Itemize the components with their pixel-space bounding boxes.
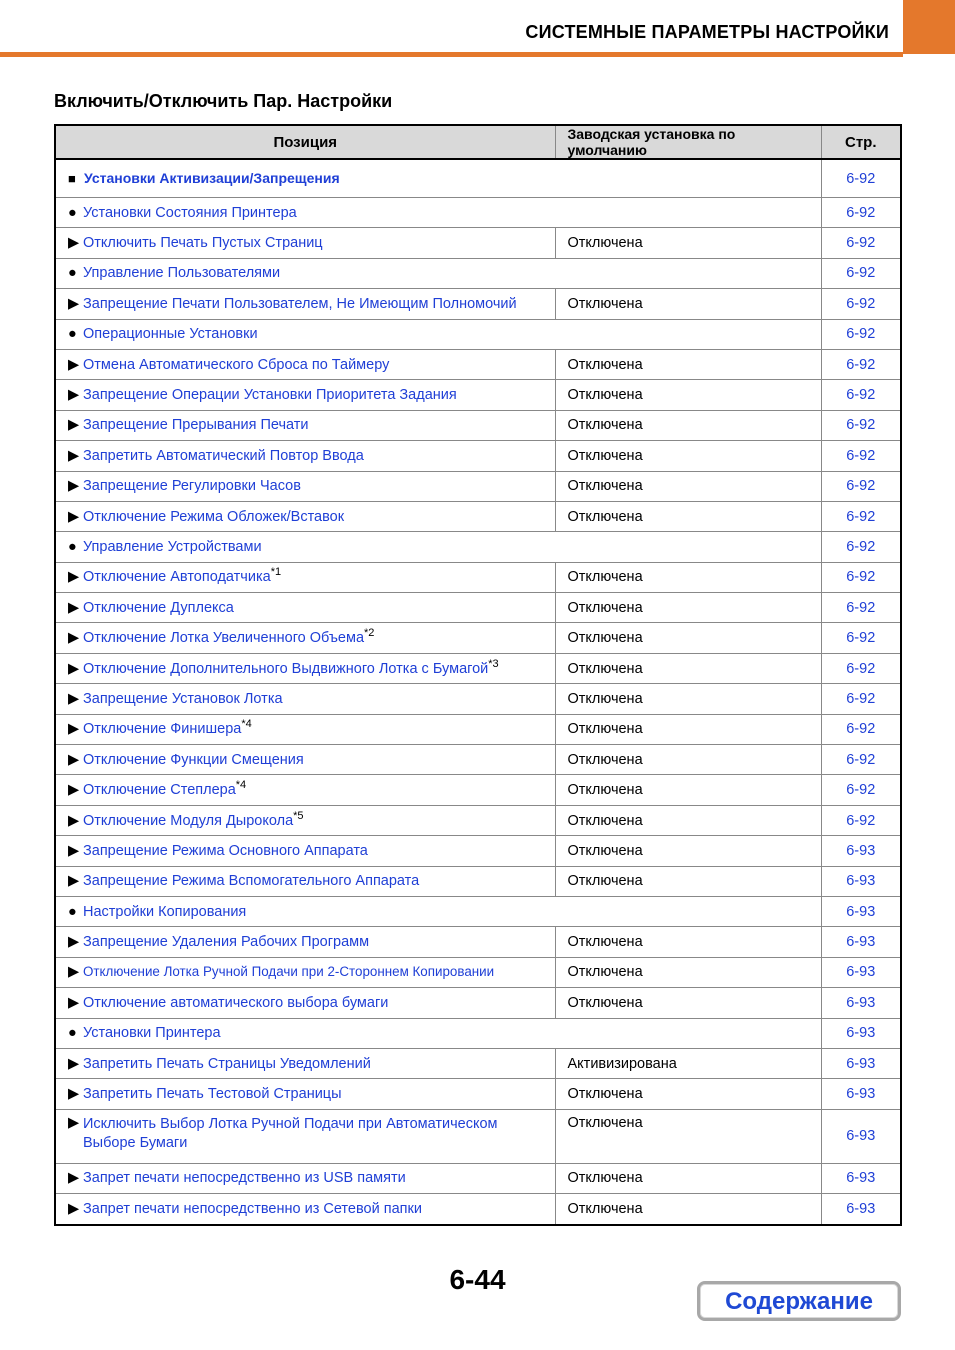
- triangle-bullet-icon: ▶: [68, 387, 80, 404]
- default-value: Отключена: [555, 410, 821, 440]
- table-row: [55, 501, 901, 531]
- table-row: [55, 866, 901, 896]
- setting-link[interactable]: Установки Состояния Принтера: [83, 204, 297, 221]
- setting-link[interactable]: Отключение Степлера: [83, 782, 236, 799]
- header-rule: [0, 52, 903, 57]
- page-link[interactable]: 6-92: [821, 380, 901, 410]
- setting-link[interactable]: Отключить Печать Пустых Страниц: [83, 235, 323, 252]
- table-row: [55, 988, 901, 1018]
- triangle-bullet-icon: ▶: [68, 1086, 80, 1103]
- chapter-title: СИСТЕМНЫЕ ПАРАМЕТРЫ НАСТРОЙКИ: [525, 22, 889, 42]
- row-item-cell: [55, 623, 555, 653]
- row-item-cell: [55, 258, 821, 288]
- row-item-cell: [55, 289, 555, 319]
- row-item-cell: [55, 745, 555, 775]
- page-link[interactable]: 6-93: [821, 896, 901, 926]
- setting-link[interactable]: Отключение Модуля Дырокола: [83, 812, 294, 829]
- table-row: [55, 896, 901, 926]
- table-row: [55, 228, 901, 258]
- row-item-cell: [55, 1163, 555, 1193]
- setting-link[interactable]: Запрещение Режима Вспомогательного Аппарата: [83, 873, 420, 890]
- setting-link[interactable]: Отмена Автоматического Сброса по Таймеру: [83, 356, 390, 373]
- page-link[interactable]: 6-93: [821, 927, 901, 957]
- page-link[interactable]: 6-92: [821, 714, 901, 744]
- setting-link[interactable]: Отключение Режима Обложек/Вставок: [83, 508, 345, 525]
- table-row: [55, 805, 901, 835]
- row-item-cell: [55, 714, 555, 744]
- table-row: [55, 1018, 901, 1048]
- triangle-bullet-icon: ▶: [68, 934, 80, 951]
- page-link[interactable]: 6-92: [821, 471, 901, 501]
- page-link[interactable]: 6-92: [821, 198, 901, 228]
- table-row: [55, 684, 901, 714]
- default-value: Отключена: [555, 349, 821, 379]
- table-row: [55, 593, 901, 623]
- row-item-cell: [55, 896, 821, 926]
- row-item-cell: [55, 532, 821, 562]
- table-row: [55, 441, 901, 471]
- triangle-bullet-icon: ▶: [68, 994, 80, 1011]
- row-item-cell: [55, 684, 555, 714]
- circle-bullet-icon: ●: [68, 326, 77, 343]
- table-row: [55, 623, 901, 653]
- default-value: Отключена: [555, 471, 821, 501]
- triangle-bullet-icon: ▶: [68, 873, 80, 890]
- setting-link[interactable]: Управление Устройствами: [83, 538, 262, 555]
- page-link[interactable]: 6-92: [821, 623, 901, 653]
- page-link[interactable]: 6-92: [821, 228, 901, 258]
- table-row: [55, 289, 901, 319]
- triangle-bullet-icon: ▶: [68, 417, 80, 434]
- page-link[interactable]: 6-92: [821, 745, 901, 775]
- default-value: Отключена: [555, 836, 821, 866]
- triangle-bullet-icon: ▶: [68, 630, 80, 647]
- default-value: Отключена: [555, 775, 821, 805]
- table-row: [55, 562, 901, 592]
- triangle-bullet-icon: ▶: [68, 569, 80, 586]
- column-header-page: Стр.: [821, 125, 901, 159]
- page-link[interactable]: 6-93: [821, 988, 901, 1018]
- table-row: [55, 410, 901, 440]
- triangle-bullet-icon: ▶: [68, 235, 80, 252]
- triangle-bullet-icon: ▶: [68, 356, 80, 373]
- page-link[interactable]: 6-92: [821, 441, 901, 471]
- row-item-cell: [55, 349, 555, 379]
- triangle-bullet-icon: ▶: [68, 1114, 80, 1131]
- page-link[interactable]: 6-92: [821, 653, 901, 683]
- setting-link[interactable]: Исключить Выбор Лотка Ручной Подачи при Автоматическом Выборе Бумаги: [83, 1115, 498, 1151]
- contents-button[interactable]: Содержание: [697, 1281, 901, 1321]
- settings-table: [54, 124, 902, 1226]
- setting-link[interactable]: Управление Пользователями: [83, 265, 281, 282]
- setting-link[interactable]: Запрещение Прерывания Печати: [83, 417, 309, 434]
- triangle-bullet-icon: ▶: [68, 295, 80, 312]
- row-item-cell: [55, 988, 555, 1018]
- setting-link[interactable]: Запрещение Установок Лотка: [83, 690, 283, 707]
- table-row: [55, 532, 901, 562]
- page-link[interactable]: 6-93: [821, 1109, 901, 1163]
- triangle-bullet-icon: ▶: [68, 812, 80, 829]
- default-value: Отключена: [555, 593, 821, 623]
- row-item-cell: [55, 441, 555, 471]
- triangle-bullet-icon: ▶: [68, 751, 80, 768]
- setting-link[interactable]: Отключение Автоподатчика: [83, 569, 271, 586]
- row-item-cell: [55, 775, 555, 805]
- default-value: Отключена: [555, 927, 821, 957]
- table-row: [55, 1163, 901, 1193]
- triangle-bullet-icon: ▶: [68, 782, 80, 799]
- table-row: [55, 198, 901, 228]
- default-value: Отключена: [555, 805, 821, 835]
- page-link[interactable]: 6-93: [821, 866, 901, 896]
- column-header-default: Заводская установка по умолчанию: [555, 125, 821, 159]
- table-row: [55, 714, 901, 744]
- page-link[interactable]: 6-92: [821, 319, 901, 349]
- square-bullet-icon: ■: [68, 171, 76, 186]
- table-row: [55, 1079, 901, 1109]
- default-value: Отключена: [555, 988, 821, 1018]
- triangle-bullet-icon: ▶: [68, 1055, 80, 1072]
- row-item-cell: [55, 159, 821, 198]
- default-value: Отключена: [555, 1163, 821, 1193]
- row-item-cell: [55, 836, 555, 866]
- page-link[interactable]: 6-92: [821, 775, 901, 805]
- row-item-cell: [55, 380, 555, 410]
- page-link[interactable]: 6-93: [821, 957, 901, 987]
- setting-link[interactable]: Отключение Дуплекса: [83, 599, 234, 616]
- circle-bullet-icon: ●: [68, 538, 77, 555]
- page-link[interactable]: 6-92: [821, 258, 901, 288]
- triangle-bullet-icon: ▶: [68, 660, 80, 677]
- table-row: [55, 927, 901, 957]
- setting-link[interactable]: Запретить Автоматический Повтор Ввода: [83, 447, 364, 464]
- setting-link[interactable]: Установки Активизации/Запрещения: [84, 170, 340, 186]
- page-link[interactable]: 6-92: [821, 289, 901, 319]
- table-row: [55, 349, 901, 379]
- default-value: Отключена: [555, 1109, 821, 1163]
- triangle-bullet-icon: ▶: [68, 447, 80, 464]
- row-item-cell: [55, 471, 555, 501]
- page-link[interactable]: 6-92: [821, 805, 901, 835]
- table-row: [55, 1048, 901, 1078]
- table-body: [55, 159, 901, 1225]
- default-value: Отключена: [555, 441, 821, 471]
- row-item-cell: [55, 410, 555, 440]
- triangle-bullet-icon: ▶: [68, 478, 80, 495]
- row-item-cell: [55, 501, 555, 531]
- row-item-cell: [55, 866, 555, 896]
- table-row: [55, 775, 901, 805]
- setting-link[interactable]: Операционные Установки: [83, 326, 258, 343]
- triangle-bullet-icon: ▶: [68, 1170, 80, 1187]
- page-link[interactable]: 6-92: [821, 593, 901, 623]
- page-number: 6-44: [449, 1264, 506, 1295]
- setting-link[interactable]: Настройки Копирования: [83, 903, 247, 920]
- triangle-bullet-icon: ▶: [68, 508, 80, 525]
- table-row: [55, 1194, 901, 1225]
- row-item-cell: [55, 593, 555, 623]
- setting-link[interactable]: Запретить Печать Страницы Уведомлений: [83, 1055, 371, 1072]
- default-value: Отключена: [555, 684, 821, 714]
- setting-link[interactable]: Отключение Лотка Увеличенного Объема: [83, 630, 365, 647]
- row-item-cell: [55, 198, 821, 228]
- footnote-marker: *4: [241, 718, 252, 731]
- default-value: Активизирована: [555, 1048, 821, 1078]
- header-accent-block: [903, 0, 955, 54]
- footnote-marker: *3: [488, 657, 499, 670]
- triangle-bullet-icon: ▶: [68, 721, 80, 738]
- page-link[interactable]: 6-93: [821, 1163, 901, 1193]
- circle-bullet-icon: ●: [68, 1025, 77, 1042]
- page-link[interactable]: 6-93: [821, 1048, 901, 1078]
- setting-link[interactable]: Запретить Печать Тестовой Страницы: [83, 1086, 342, 1103]
- default-value: Отключена: [555, 714, 821, 744]
- row-item-cell: [55, 957, 555, 987]
- default-value: Отключена: [555, 745, 821, 775]
- setting-link[interactable]: Отключение Лотка Ручной Подачи при 2-Стороннем Копировании: [83, 964, 495, 980]
- default-value: Отключена: [555, 1194, 821, 1225]
- setting-link[interactable]: Отключение Финишера: [83, 721, 242, 738]
- default-value: Отключена: [555, 866, 821, 896]
- footnote-marker: *4: [235, 779, 247, 792]
- page-link[interactable]: 6-92: [821, 410, 901, 440]
- table-row: [55, 471, 901, 501]
- column-header-item: Позиция: [55, 125, 555, 159]
- row-item-cell: [55, 1109, 555, 1163]
- table-row: [55, 258, 901, 288]
- page-link[interactable]: 6-92: [821, 501, 901, 531]
- row-item-cell: [55, 228, 555, 258]
- setting-link[interactable]: Запрещение Печати Пользователем, Не Имеющим Полномочий: [83, 295, 517, 312]
- table-row: [55, 957, 901, 987]
- circle-bullet-icon: ●: [68, 265, 77, 282]
- table-row: [55, 836, 901, 866]
- page-link[interactable]: 6-93: [821, 1018, 901, 1048]
- circle-bullet-icon: ●: [68, 903, 77, 920]
- triangle-bullet-icon: ▶: [68, 1200, 80, 1217]
- table-header-row: [55, 125, 901, 159]
- setting-link[interactable]: Запрещение Операции Установки Приоритета Задания: [83, 387, 457, 404]
- setting-link[interactable]: Запрещение Удаления Рабочих Программ: [83, 934, 370, 951]
- default-value: Отключена: [555, 501, 821, 531]
- page-link[interactable]: 6-92: [821, 684, 901, 714]
- table-row: [55, 745, 901, 775]
- table-row: [55, 653, 901, 683]
- setting-link[interactable]: Отключение Функции Смещения: [83, 751, 304, 768]
- triangle-bullet-icon: ▶: [68, 690, 80, 707]
- row-item-cell: [55, 562, 555, 592]
- default-value: Отключена: [555, 957, 821, 987]
- setting-link[interactable]: Установки Принтера: [83, 1025, 221, 1042]
- default-value: Отключена: [555, 380, 821, 410]
- circle-bullet-icon: ●: [68, 204, 77, 221]
- triangle-bullet-icon: ▶: [68, 842, 80, 859]
- default-value: Отключена: [555, 623, 821, 653]
- section-title: Включить/Отключить Пар. Настройки: [54, 91, 393, 111]
- setting-link[interactable]: Запрещение Регулировки Часов: [83, 478, 301, 495]
- table-row: [55, 1109, 901, 1163]
- table-row: [55, 159, 901, 198]
- row-item-cell: [55, 1194, 555, 1225]
- page-link[interactable]: 6-92: [821, 562, 901, 592]
- page-link[interactable]: 6-93: [821, 1079, 901, 1109]
- row-item-cell: [55, 1048, 555, 1078]
- table-row: [55, 380, 901, 410]
- page-link[interactable]: 6-92: [821, 532, 901, 562]
- default-value: Отключена: [555, 562, 821, 592]
- row-item-cell: [55, 319, 821, 349]
- setting-link[interactable]: Отключение Дополнительного Выдвижного Лотка с Бумагой: [83, 660, 489, 677]
- page-link[interactable]: 6-92: [821, 349, 901, 379]
- setting-link[interactable]: Запрет печати непосредственно из USB памяти: [83, 1170, 406, 1187]
- row-item-cell: [55, 927, 555, 957]
- row-item-cell: [55, 653, 555, 683]
- row-item-cell: [55, 1079, 555, 1109]
- default-value: Отключена: [555, 289, 821, 319]
- footnote-marker: *1: [270, 566, 282, 579]
- footnote-marker: *5: [293, 809, 304, 822]
- table-row: [55, 319, 901, 349]
- setting-link[interactable]: Отключение автоматического выбора бумаги: [83, 994, 389, 1011]
- default-value: Отключена: [555, 228, 821, 258]
- row-item-cell: [55, 805, 555, 835]
- default-value: Отключена: [555, 1079, 821, 1109]
- triangle-bullet-icon: ▶: [68, 599, 80, 616]
- page-link[interactable]: 6-92: [821, 159, 901, 198]
- page-link[interactable]: 6-93: [821, 1194, 901, 1225]
- page-link[interactable]: 6-93: [821, 836, 901, 866]
- row-item-cell: [55, 1018, 821, 1048]
- default-value: Отключена: [555, 653, 821, 683]
- setting-link[interactable]: Запрещение Режима Основного Аппарата: [83, 842, 368, 859]
- setting-link[interactable]: Запрет печати непосредственно из Сетевой папки: [83, 1200, 422, 1217]
- triangle-bullet-icon: ▶: [68, 964, 80, 981]
- footnote-marker: *2: [364, 627, 375, 640]
